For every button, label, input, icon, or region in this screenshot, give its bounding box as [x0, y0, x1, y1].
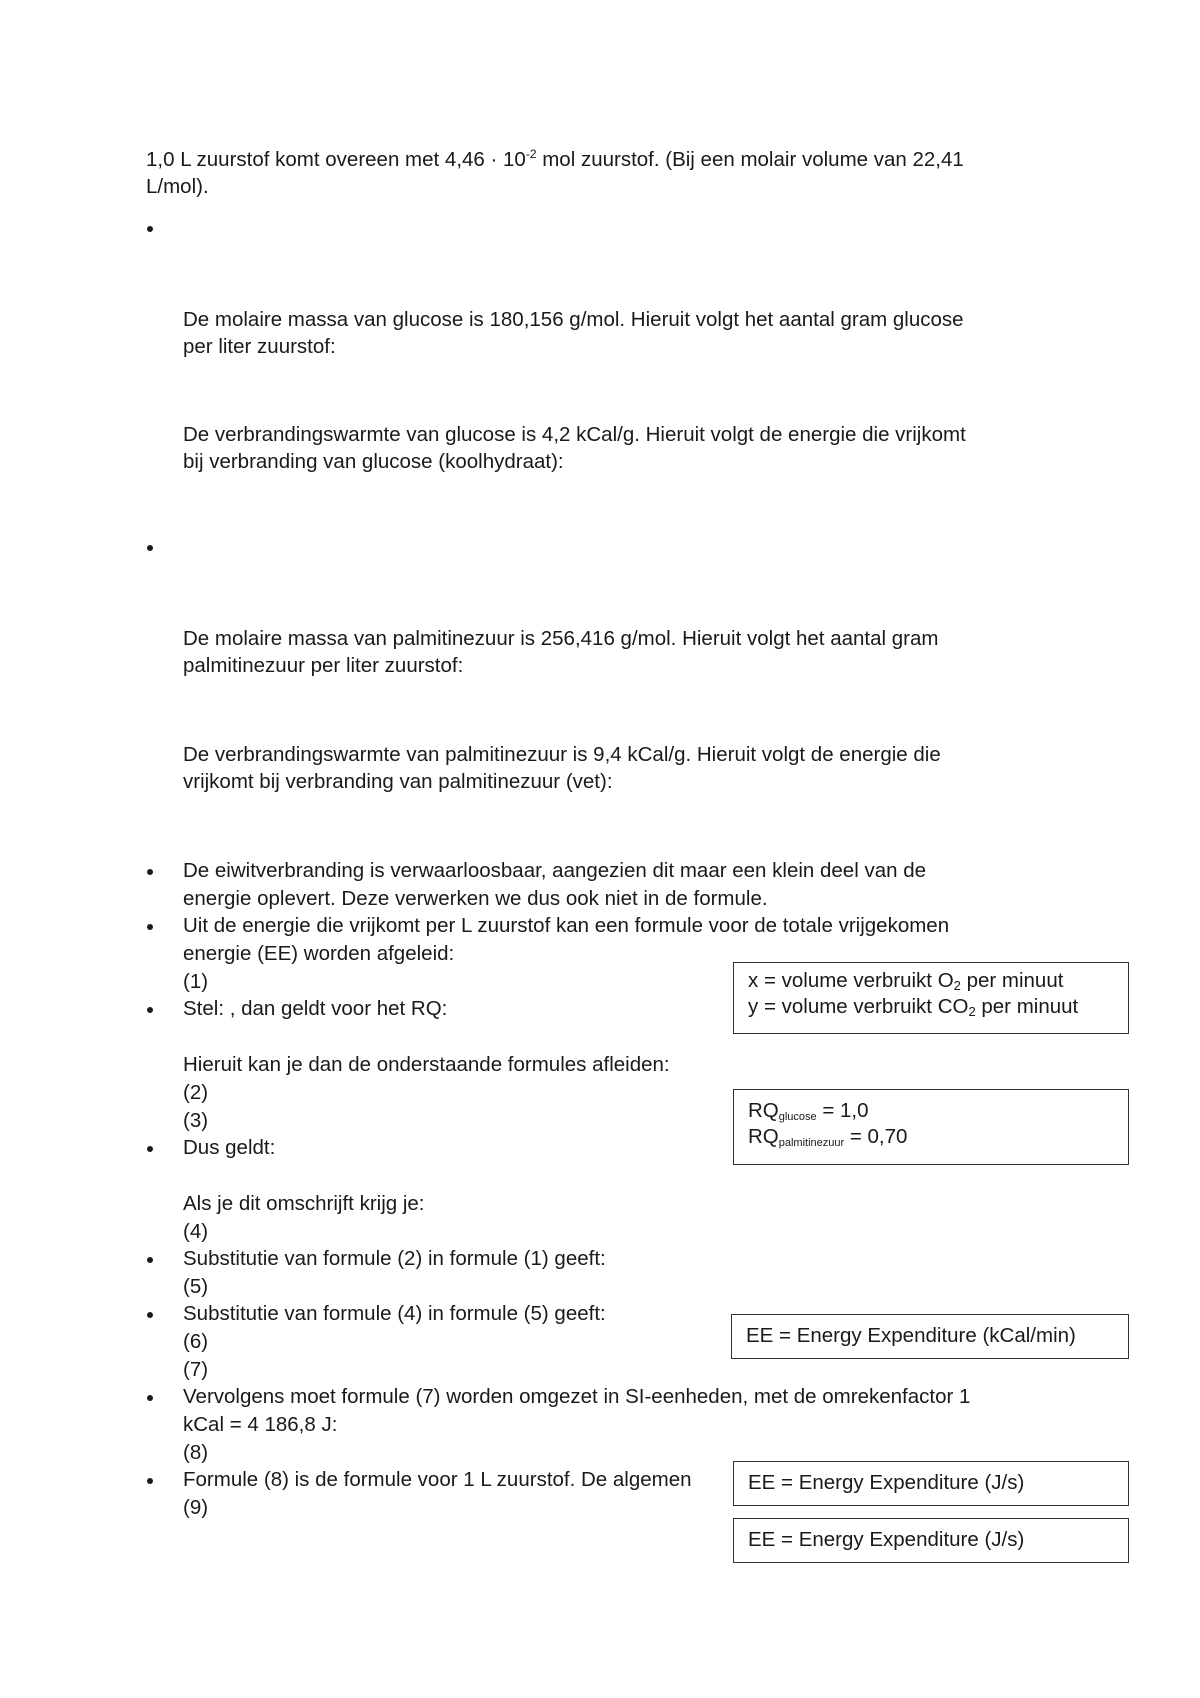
bullet-energie	[147, 924, 153, 930]
equation-3-label: (3)	[183, 1109, 209, 1132]
bullet-dus	[147, 1146, 153, 1152]
bullet-vervolgens	[147, 1395, 153, 1401]
rq-glucose-line	[748, 1098, 1114, 1124]
variable-x-subscript: 2	[953, 978, 961, 993]
bullet-subst-4	[147, 1312, 153, 1318]
ee-js-text-1: EE = Energy Expenditure (J/s)	[748, 1471, 1025, 1494]
ee-kcal-box	[731, 1314, 1129, 1359]
equation-9-label: (9)	[183, 1496, 209, 1519]
rq-palmitine-line	[748, 1124, 1114, 1150]
rq-glucose-prefix: RQ	[748, 1099, 779, 1122]
bullet-eiwit	[147, 869, 153, 875]
intro-part1: 1,0 L zuurstof komt overeen met 4,46 · 10	[146, 148, 526, 171]
bullet-formule-8	[147, 1478, 153, 1484]
palmitine-mass-line-1: De molaire massa van palmitinezuur is 256,416 g/mol. Hieruit volgt het aantal gram	[183, 627, 939, 650]
bullet-glucose	[147, 226, 153, 232]
formule-8-line: Formule (8) is de formule voor 1 L zuurstof. De algemen	[183, 1468, 692, 1491]
intro-line-2: L/mol).	[146, 175, 209, 198]
ee-js-text-2: EE = Energy Expenditure (J/s)	[748, 1528, 1025, 1551]
variable-y-suffix: per minuut	[975, 995, 1079, 1018]
palmitine-mass-line-2: palmitinezuur per liter zuurstof:	[183, 654, 464, 677]
equation-8-label: (8)	[183, 1441, 209, 1464]
variable-x-suffix: per minuut	[960, 969, 1064, 992]
ee-js-box-2	[733, 1518, 1129, 1563]
als-line: Als je dit omschrijft krijg je:	[183, 1192, 425, 1215]
variables-box	[733, 962, 1129, 1034]
hieruit-line: Hieruit kan je dan de onderstaande formules afleiden:	[183, 1053, 670, 1076]
rq-palmitine-prefix: RQ	[748, 1125, 779, 1148]
energie-line-1: Uit de energie die vrijkomt per L zuurstof kan een formule voor de totale vrijgekomen	[183, 914, 950, 937]
glucose-mass-line-2: per liter zuurstof:	[183, 335, 336, 358]
equation-5-label: (5)	[183, 1275, 209, 1298]
variable-y-subscript: 2	[968, 1004, 976, 1019]
variable-y-prefix: y = volume verbruikt CO	[748, 995, 969, 1018]
vervolgens-line-1: Vervolgens moet formule (7) worden omgezet in SI-eenheden, met de omrekenfactor 1	[183, 1385, 971, 1408]
eiwit-line-1: De eiwitverbranding is verwaarloosbaar, aangezien dit maar een klein deel van de	[183, 859, 926, 882]
palmitine-heat-line-1: De verbrandingswarmte van palmitinezuur is 9,4 kCal/g. Hieruit volgt de energie die	[183, 743, 941, 766]
variable-y-line	[748, 994, 1114, 1020]
glucose-mass-line-1: De molaire massa van glucose is 180,156 g/mol. Hieruit volgt het aantal gram glucose	[183, 308, 964, 331]
rq-palmitine-value: = 0,70	[844, 1125, 908, 1148]
ee-kcal-text: EE = Energy Expenditure (kCal/min)	[746, 1324, 1076, 1347]
eiwit-line-2: energie oplevert. Deze verwerken we dus ook niet in de formule.	[183, 887, 768, 910]
energie-line-2: energie (EE) worden afgeleid:	[183, 942, 455, 965]
variable-x-prefix: x = volume verbruikt O	[748, 969, 954, 992]
glucose-heat-line-1: De verbrandingswarmte van glucose is 4,2 kCal/g. Hieruit volgt de energie die vrijkomt	[183, 423, 966, 446]
subst-2-line: Substitutie van formule (2) in formule (1) geeft:	[183, 1247, 606, 1270]
equation-1-label: (1)	[183, 970, 209, 993]
rq-glucose-subscript: glucose	[778, 1111, 817, 1123]
subst-4-line: Substitutie van formule (4) in formule (5) geeft:	[183, 1302, 606, 1325]
equation-2-label: (2)	[183, 1081, 209, 1104]
vervolgens-line-2: kCal = 4 186,8 J:	[183, 1413, 338, 1436]
variable-x-line	[748, 968, 1114, 994]
glucose-heat-line-2: bij verbranding van glucose (koolhydraat):	[183, 450, 564, 473]
equation-7-label: (7)	[183, 1358, 209, 1381]
rq-box	[733, 1089, 1129, 1165]
rq-glucose-value: = 1,0	[816, 1099, 869, 1122]
rq-palmitine-subscript: palmitinezuur	[778, 1137, 845, 1149]
intro-exponent: -2	[525, 147, 537, 161]
ee-js-box-1	[733, 1461, 1129, 1506]
stel-line: Stel: , dan geldt voor het RQ:	[183, 997, 448, 1020]
equation-4-label: (4)	[183, 1220, 209, 1243]
bullet-subst-2	[147, 1257, 153, 1263]
intro-line-1	[146, 146, 964, 174]
dus-line: Dus geldt:	[183, 1136, 276, 1159]
palmitine-heat-line-2: vrijkomt bij verbranding van palmitinezuur (vet):	[183, 770, 613, 793]
equation-6-label: (6)	[183, 1330, 209, 1353]
intro-part2: mol zuurstof. (Bij een molair volume van 22,41	[536, 148, 964, 171]
bullet-palmitine	[147, 545, 153, 551]
bullet-stel	[147, 1007, 153, 1013]
